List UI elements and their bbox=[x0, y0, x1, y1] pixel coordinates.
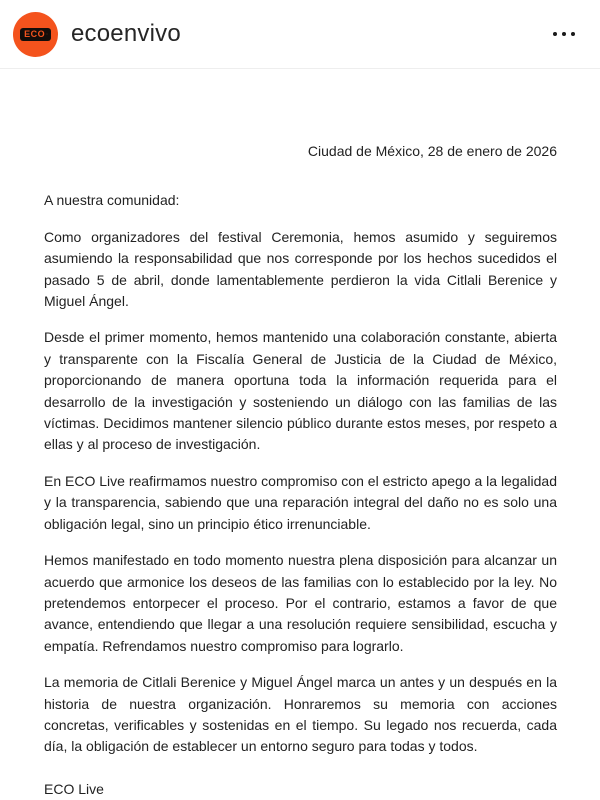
letter-paragraph: Desde el primer momento, hemos mantenido una colaboración constante, abierta y transparente con la Fiscalía General de Justicia de la Ciudad de México, proporcionando de manera oportuna toda la información requerida para el desarrollo de la investigación y sosteniendo un diálogo con las familias de las víctimas. Decidimos mantener silencio público durante estos meses, por respeto a ellas y al proceso de investigación. bbox=[44, 329, 557, 453]
eco-logo-mark: :: bbox=[46, 31, 48, 36]
eco-logo-icon bbox=[20, 28, 51, 41]
eco-logo-text: ECO bbox=[24, 28, 46, 39]
letter-paragraph: La memoria de Citlali Berenice y Miguel Ángel marca un antes y un después en la historia de nuestra organización. Honraremos su memoria con acciones concretas, verificables y sostenidas en el tiempo. Su legado nos recuerda, cada día, la obligación de establecer un entorno seguro para todas y todos. bbox=[44, 674, 557, 755]
more-options-button[interactable] bbox=[551, 26, 578, 43]
letter-body bbox=[44, 227, 557, 758]
ellipsis-icon bbox=[571, 32, 576, 37]
post-header bbox=[0, 0, 600, 69]
statement-letter bbox=[0, 69, 600, 800]
username[interactable]: ecoenvivo bbox=[71, 20, 181, 47]
letter-paragraph: Hemos manifestado en todo momento nuestra plena disposición para alcanzar un acuerdo que armonice los deseos de las familias con lo establecido por la ley. No pretendemos entorpecer el proceso. Por el contrario, estamos a favor de que avance, entendiendo que llegar a una resolución requiere sensibilidad, escucha y empatía. Refrendamos nuestro compromiso para lograrlo. bbox=[44, 552, 557, 654]
ellipsis-icon bbox=[562, 32, 567, 37]
letter-paragraph: En ECO Live reafirmamos nuestro compromiso con el estricto apego a la legalidad y la transparencia, sabiendo que una reparación integral del daño no es solo una obligación legal, sino un principio ético irrenunciable. bbox=[44, 472, 557, 532]
profile-avatar[interactable] bbox=[13, 12, 58, 57]
ellipsis-icon bbox=[553, 32, 558, 37]
signature: ECO Live bbox=[44, 780, 104, 797]
letter-paragraph: Como organizadores del festival Ceremonia, hemos asumido y seguiremos asumiendo la responsabilidad que nos corresponde por los hechos sucedidos el pasado 5 de abril, donde lamentablemente perdieron la vida Citlali Berenice y Miguel Ángel. bbox=[44, 228, 557, 310]
salutation: A nuestra comunidad: bbox=[44, 192, 180, 209]
dateline: Ciudad de México, 28 de enero de 2026 bbox=[307, 143, 557, 159]
